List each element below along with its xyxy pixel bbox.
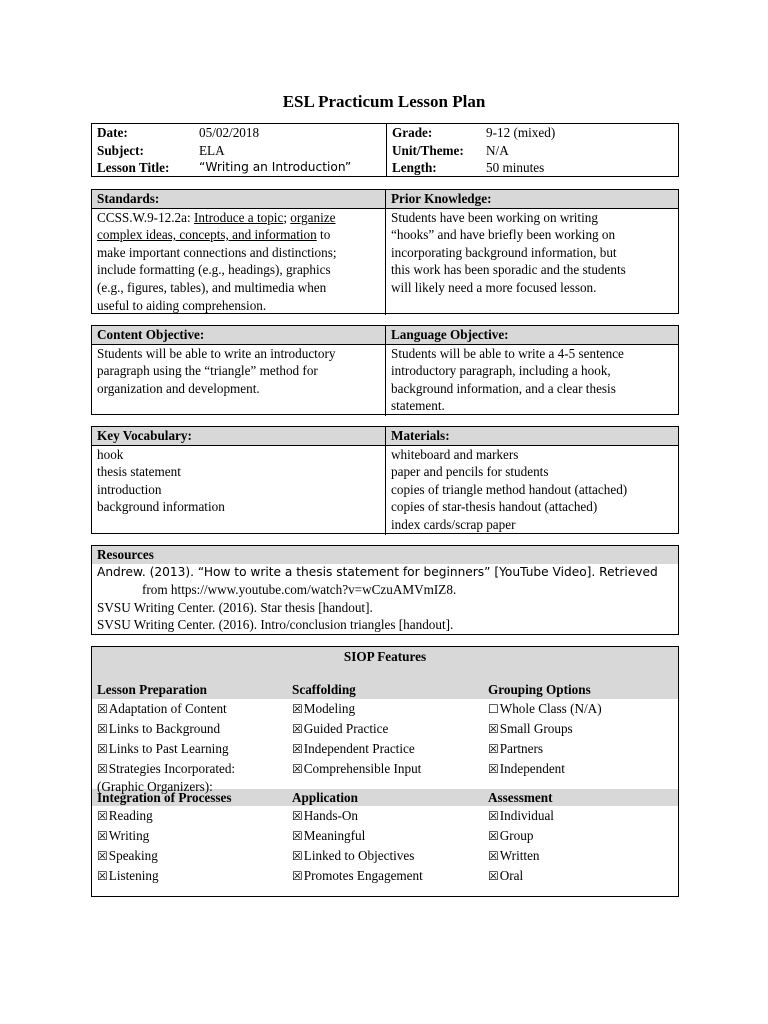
checklist-item-label: Strategies Incorporated: [108,760,236,776]
prior-knowledge-line: “hooks” and have briefly been working on [391,227,616,243]
checked-box-icon[interactable]: ☒ [292,829,303,844]
checked-box-icon[interactable]: ☒ [97,809,108,824]
content-objective-line: organization and development. [97,380,260,396]
resources-table [91,545,679,635]
length-label: Length: [386,159,481,177]
standards-text-line: make important connections and distinctions; [97,244,337,260]
checklist-item[interactable] [292,866,478,886]
checklist-item[interactable] [488,866,673,886]
length-value: 50 minutes [486,160,545,176]
standards-link[interactable]: Introduce a topic [193,209,284,225]
siop-table [91,646,679,897]
checklist-item[interactable] [97,826,282,846]
checklist-item-label: Comprehensible Input [303,760,422,776]
siop-header: Assessment [488,789,553,805]
checklist-item[interactable] [97,699,282,719]
checklist-item-label: Written [499,848,540,864]
checklist-item[interactable] [488,719,673,739]
checked-box-icon[interactable]: ☒ [97,829,108,844]
checklist-item[interactable] [97,866,282,886]
checked-box-icon[interactable]: ☒ [488,741,499,756]
checklist-item-label: Writing [108,828,150,844]
standards-text-line: useful to aiding comprehension. [97,297,267,313]
materials-item: copies of star-thesis handout (attached) [391,499,598,515]
checklist-item-label: Hands-On [303,808,358,824]
prior-knowledge-line: will likely need a more focused lesson. [391,279,597,295]
checklist-item[interactable] [97,806,282,826]
checklist-item-label: Small Groups [499,720,573,736]
checked-box-icon[interactable]: ☒ [97,721,108,736]
date-label: Date: [97,125,128,140]
prior-knowledge-line: Students have been working on writing [391,209,598,225]
content-objective-text [92,345,385,416]
checklist-item[interactable] [292,719,478,739]
page-title: ESL Practicum Lesson Plan [282,92,486,111]
standards-text-line: (e.g., figures, tables), and multimedia when [97,279,327,295]
content-objective-label: Content Objective: [92,326,385,344]
siop-header: Grouping Options [488,682,591,697]
standards-table [91,189,679,314]
standards-text [92,209,385,315]
checklist-item-label: Links to Past Learning [108,740,229,756]
siop-column [92,699,287,794]
checklist-item-label: Group [499,828,534,844]
checklist-item[interactable] [488,699,673,719]
checked-box-icon[interactable]: ☒ [292,721,303,736]
checklist-item-label: Individual [499,808,554,824]
checklist-item[interactable] [488,826,673,846]
siop-header: Scaffolding [292,682,356,697]
siop-header: Application [292,789,358,805]
objectives-table [91,325,679,415]
standards-code: CCSS.W.9-12.2a: [97,209,194,225]
prior-knowledge-line: this work has been sporadic and the students [391,262,626,278]
siop-header: Lesson Preparation [97,682,208,697]
vocabulary-item: hook [97,446,124,462]
checklist-item-label: Promotes Engagement [303,868,423,884]
checklist-item-label: Listening [108,868,159,884]
checked-box-icon[interactable]: ☒ [292,809,303,824]
checklist-item[interactable] [292,846,478,866]
siop-title: SIOP Features [343,649,427,664]
resource-url[interactable]: from https://www.youtube.com/watch?v=wCzuAMVmIZ8. [142,582,457,598]
resource-citation: SVSU Writing Center. (2016). Intro/conclusion triangles [handout]. [97,617,454,633]
checked-box-icon[interactable]: ☒ [488,869,499,884]
checked-box-icon[interactable]: ☒ [488,829,499,844]
checked-box-icon[interactable]: ☒ [292,761,303,776]
checklist-item-label: Meaningful [303,828,366,844]
standards-text-line: include formatting (e.g., headings), graphics [97,262,331,278]
subject-value: ELA [199,142,225,158]
checked-box-icon[interactable]: ☒ [97,701,108,716]
standards-text-line: to [316,227,331,243]
checklist-item-note: (Graphic Organizers): [97,778,213,794]
unit-value: N/A [486,142,509,158]
checked-box-icon[interactable]: ☒ [97,869,108,884]
checked-box-icon[interactable]: ☒ [488,761,499,776]
checked-box-icon[interactable]: ☒ [488,721,499,736]
siop-header: Integration of Processes [97,789,232,805]
language-objective-line: statement. [391,398,445,414]
materials-item: paper and pencils for students [391,464,549,480]
subject-label: Subject: [97,142,144,158]
siop-title-bar [92,647,678,681]
checklist-item[interactable] [292,699,478,719]
date-value: 05/02/2018 [199,125,260,140]
siop-column [483,806,678,886]
lesson-title-label: Lesson Title: [97,160,170,176]
key-vocabulary-list [92,446,385,535]
checklist-item-label: Adaptation of Content [108,700,227,716]
materials-label: Materials: [385,427,678,445]
standards-label: Standards: [92,190,385,208]
checked-box-icon[interactable]: ☒ [488,849,499,864]
header-table [91,123,679,177]
checklist-item-label: Linked to Objectives [303,848,415,864]
resources-label: Resources [92,546,678,564]
checked-box-icon[interactable]: ☒ [292,869,303,884]
checklist-item[interactable] [97,719,282,739]
checklist-item[interactable] [488,806,673,826]
prior-knowledge-line: incorporating background information, but [391,244,617,260]
key-vocabulary-label: Key Vocabulary: [92,427,385,445]
checklist-item-label: Reading [108,808,153,824]
checklist-item[interactable] [488,846,673,866]
checked-box-icon[interactable]: ☒ [97,849,108,864]
checklist-item[interactable] [292,806,478,826]
resource-citation: SVSU Writing Center. (2016). Star thesis [handout]. [97,599,373,615]
vocabulary-item: background information [97,499,225,515]
siop-column [287,699,483,789]
checklist-item[interactable] [488,759,673,779]
standards-link[interactable]: complex ideas, concepts, and information [97,227,317,243]
siop-column [92,806,287,886]
materials-item: index cards/scrap paper [391,516,516,532]
materials-list [385,446,678,535]
siop-column [287,806,483,886]
checklist-item[interactable] [488,739,673,759]
checklist-item-label: Independent [499,760,565,776]
prior-knowledge-text [385,209,678,315]
checklist-item[interactable] [97,846,282,866]
checklist-item[interactable] [97,739,282,759]
checklist-item[interactable] [292,739,478,759]
checklist-item-label: Links to Background [108,720,221,736]
grade-label: Grade: [386,124,481,142]
standards-sep: ; [283,209,291,225]
grade-value: 9-12 (mixed) [486,125,556,140]
unchecked-box-icon[interactable]: ☐ [488,701,499,716]
checklist-item-label: Whole Class (N/A) [499,700,602,716]
checklist-item[interactable] [97,759,282,779]
checked-box-icon[interactable]: ☒ [292,849,303,864]
checked-box-icon[interactable]: ☒ [292,701,303,716]
vocabulary-item: thesis statement [97,464,181,480]
language-objective-text [385,345,678,416]
content-objective-line: Students will be able to write an introductory [97,345,336,361]
checked-box-icon[interactable]: ☒ [97,761,108,776]
checklist-item-label: Modeling [303,700,356,716]
unit-label: Unit/Theme: [386,142,481,160]
materials-item: whiteboard and markers [391,446,519,462]
checklist-item[interactable] [292,826,478,846]
language-objective-line: background information, and a clear thesis [391,380,616,396]
checklist-item-label: Oral [499,868,524,884]
language-objective-line: introductory paragraph, including a hook, [391,363,611,379]
checklist-item-label: Partners [499,740,543,756]
language-objective-line: Students will be able to write a 4-5 sentence [391,345,624,361]
checked-box-icon[interactable]: ☒ [488,809,499,824]
content-objective-line: paragraph using the “triangle” method for [97,363,318,379]
lesson-title-value: “Writing an Introduction” [199,160,352,175]
checklist-item[interactable] [292,759,478,779]
checklist-item-label: Guided Practice [303,720,389,736]
siop-column [483,699,678,789]
checked-box-icon[interactable]: ☒ [292,741,303,756]
standards-link[interactable]: organize [290,209,336,225]
materials-item: copies of triangle method handout (attached) [391,481,628,497]
vocabulary-materials-table [91,426,679,534]
checklist-item-label: Independent Practice [303,740,415,756]
language-objective-label: Language Objective: [385,326,678,344]
prior-knowledge-label: Prior Knowledge: [385,190,678,208]
checked-box-icon[interactable]: ☒ [97,741,108,756]
resource-citation: Andrew. (2013). “How to write a thesis statement for beginners” [YouTube Video]. Retrieved [97,564,658,579]
vocabulary-item: introduction [97,481,162,497]
checklist-item-label: Speaking [108,848,158,864]
